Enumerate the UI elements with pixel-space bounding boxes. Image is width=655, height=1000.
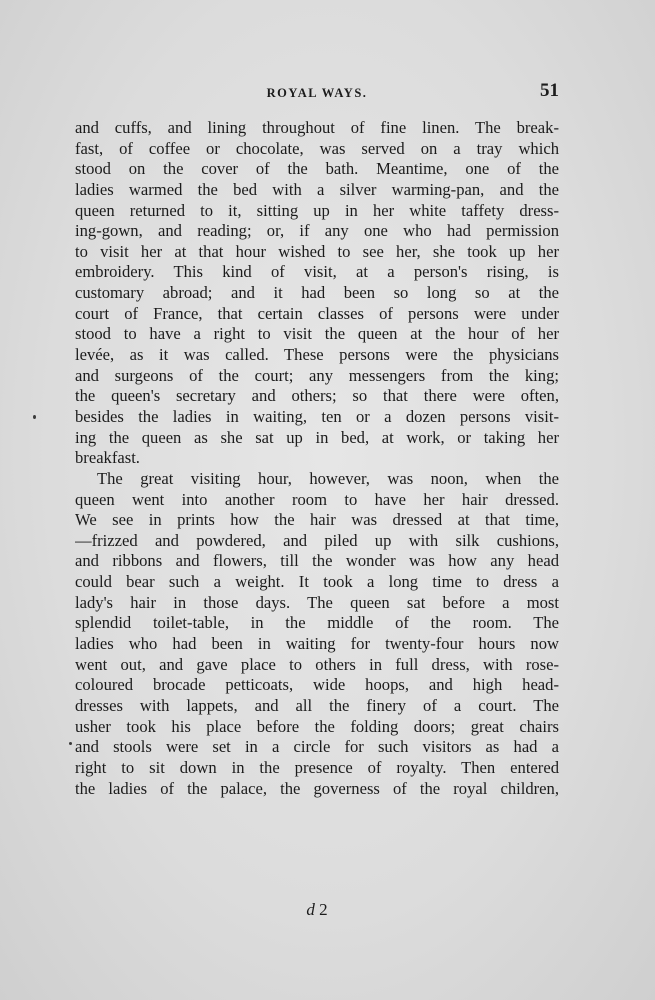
text-line: splendid toilet-table, in the middle of the room. The <box>75 613 559 633</box>
text-line: the ladies of the palace, the governess of the royal children, <box>75 778 559 798</box>
text-line: court of France, that certain classes of persons were under <box>75 303 559 323</box>
text-line: stood to have a right to visit the queen at the hour of her <box>75 324 559 344</box>
running-head <box>75 80 559 106</box>
text-line: besides the ladies in waiting, ten or a dozen persons visit- <box>75 406 559 426</box>
text-line: and cuffs, and lining throughout of fine linen. The break- <box>75 118 559 137</box>
signature-letter: d <box>306 900 315 919</box>
text-line: ing the queen as she sat up in bed, at work, or taking her <box>75 427 559 447</box>
signature-mark <box>75 900 559 920</box>
signature-number: 2 <box>319 900 328 919</box>
paragraph <box>75 118 559 469</box>
text-line: to visit her at that hour wished to see her, she took up her <box>75 241 559 261</box>
text-line: and ribbons and flowers, till the wonder was how any head <box>75 551 559 571</box>
text-line: ladies who had been in waiting for twenty-four hours now <box>75 634 559 654</box>
text-line: usher took his place before the folding doors; great chairs <box>75 716 559 736</box>
text-line: queen went into another room to have her hair dressed. <box>75 489 559 509</box>
body-text <box>75 118 559 799</box>
text-line: We see in prints how the hair was dressed at that time, <box>75 510 559 530</box>
text-line: embroidery. This kind of visit, at a person's rising, is <box>75 262 559 282</box>
text-line: lady's hair in those days. The queen sat before a most <box>75 592 559 612</box>
text-line: and stools were set in a circle for such visitors as had a <box>75 737 559 757</box>
text-line: ing-gown, and reading; or, if any one who had permission <box>75 221 559 241</box>
text-line: customary abroad; and it had been so long so at the <box>75 283 559 303</box>
running-title: ROYAL WAYS. <box>266 86 368 100</box>
page-number: 51 <box>540 80 559 101</box>
text-line: dresses with lappets, and all the finery of a court. The <box>75 695 559 715</box>
text-line: —frizzed and powdered, and piled up with silk cushions, <box>75 530 559 550</box>
text-line: the queen's secretary and others; so that there were often, <box>75 386 559 406</box>
text-line: fast, of coffee or chocolate, was served on a tray which <box>75 138 559 158</box>
text-line: ladies warmed the bed with a silver warming-pan, and the <box>75 179 559 199</box>
text-line: coloured brocade petticoats, wide hoops, and high head- <box>75 675 559 695</box>
text-line: The great visiting hour, however, was noon, when the <box>97 468 559 488</box>
text-line: levée, as it was called. These persons were the physicians <box>75 345 559 365</box>
text-line: stood on the cover of the bath. Meantime, one of the <box>75 159 559 179</box>
text-line: right to sit down in the presence of royalty. Then entered <box>75 757 559 777</box>
text-line: could bear such a weight. It took a long time to dress a <box>75 572 559 592</box>
text-line: and surgeons of the court; any messengers from the king; <box>75 365 559 385</box>
text-line: breakfast. <box>75 448 140 468</box>
ink-speck <box>33 415 36 419</box>
text-line: went out, and gave place to others in full dress, with rose- <box>75 654 559 674</box>
ink-speck <box>69 742 72 745</box>
text-line: queen returned to it, sitting up in her white taffety dress- <box>75 200 559 220</box>
paragraph <box>75 469 559 799</box>
